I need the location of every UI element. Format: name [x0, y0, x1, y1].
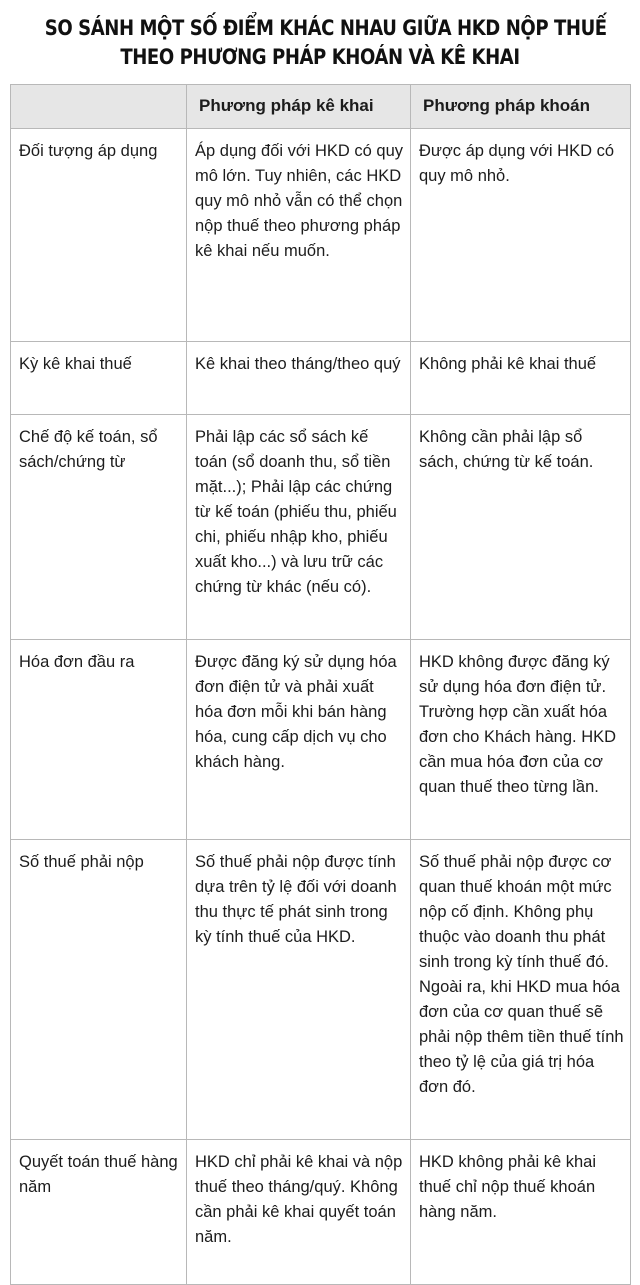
row-ke-khai: Kê khai theo tháng/theo quý [187, 342, 411, 415]
row-ke-khai: HKD chỉ phải kê khai và nộp thuế theo tháng/quý. Không cần phải kê khai quyết toán năm. [187, 1140, 411, 1285]
row-ke-khai: Phải lập các sổ sách kế toán (sổ doanh thu, sổ tiền mặt...); Phải lập các chứng từ kế toán (phiếu thu, phiếu chi, phiếu nhập kho, phiếu xuất kho...) và lưu trữ các chứng từ khác (nếu có). [187, 415, 411, 640]
row-criterion: Số thuế phải nộp [11, 840, 187, 1140]
table-header-row [11, 85, 631, 129]
table-row [11, 1140, 631, 1285]
table-row [11, 840, 631, 1140]
row-criterion: Đối tượng áp dụng [11, 129, 187, 342]
header-criterion [11, 85, 187, 129]
page-title [44, 14, 607, 72]
table-row [11, 640, 631, 840]
title-line-2: THEO PHƯƠNG PHÁP KHOÁN VÀ KÊ KHAI [120, 45, 520, 69]
row-khoan: Không phải kê khai thuế [411, 342, 631, 415]
header-ke-khai: Phương pháp kê khai [187, 85, 411, 129]
row-criterion: Kỳ kê khai thuế [11, 342, 187, 415]
table-row [11, 129, 631, 342]
row-criterion: Chế độ kế toán, sổ sách/chứng từ [11, 415, 187, 640]
row-khoan: Số thuế phải nộp được cơ quan thuế khoán một mức nộp cố định. Không phụ thuộc vào doanh thu phát sinh trong kỳ tính thuế đó. Ngoài ra, khi HKD mua hóa đơn của cơ quan thuế sẽ phải nộp thêm tiền thuế tính theo tỷ lệ của giá trị hóa đơn đó. [411, 840, 631, 1140]
row-khoan: Được áp dụng với HKD có quy mô nhỏ. [411, 129, 631, 342]
comparison-table [10, 84, 631, 1285]
row-criterion: Hóa đơn đầu ra [11, 640, 187, 840]
title-line-1: SO SÁNH MỘT SỐ ĐIỂM KHÁC NHAU GIỮA HKD NỘP THUẾ [44, 16, 607, 40]
table-row [11, 342, 631, 415]
row-khoan: HKD không được đăng ký sử dụng hóa đơn điện tử. Trường hợp cần xuất hóa đơn cho Khách hàng. HKD cần mua hóa đơn của cơ quan thuế theo từng lần. [411, 640, 631, 840]
row-khoan: HKD không phải kê khai thuế chỉ nộp thuế khoán hàng năm. [411, 1140, 631, 1285]
row-khoan: Không cần phải lập sổ sách, chứng từ kế toán. [411, 415, 631, 640]
row-criterion: Quyết toán thuế hàng năm [11, 1140, 187, 1285]
header-khoan: Phương pháp khoán [411, 85, 631, 129]
table-row [11, 415, 631, 640]
row-ke-khai: Số thuế phải nộp được tính dựa trên tỷ lệ đối với doanh thu thực tế phát sinh trong kỳ tính thuế của HKD. [187, 840, 411, 1140]
row-ke-khai: Áp dụng đối với HKD có quy mô lớn. Tuy nhiên, các HKD quy mô nhỏ vẫn có thể chọn nộp thuế theo phương pháp kê khai nếu muốn. [187, 129, 411, 342]
row-ke-khai: Được đăng ký sử dụng hóa đơn điện tử và phải xuất hóa đơn mỗi khi bán hàng hóa, cung cấp dịch vụ cho khách hàng. [187, 640, 411, 840]
